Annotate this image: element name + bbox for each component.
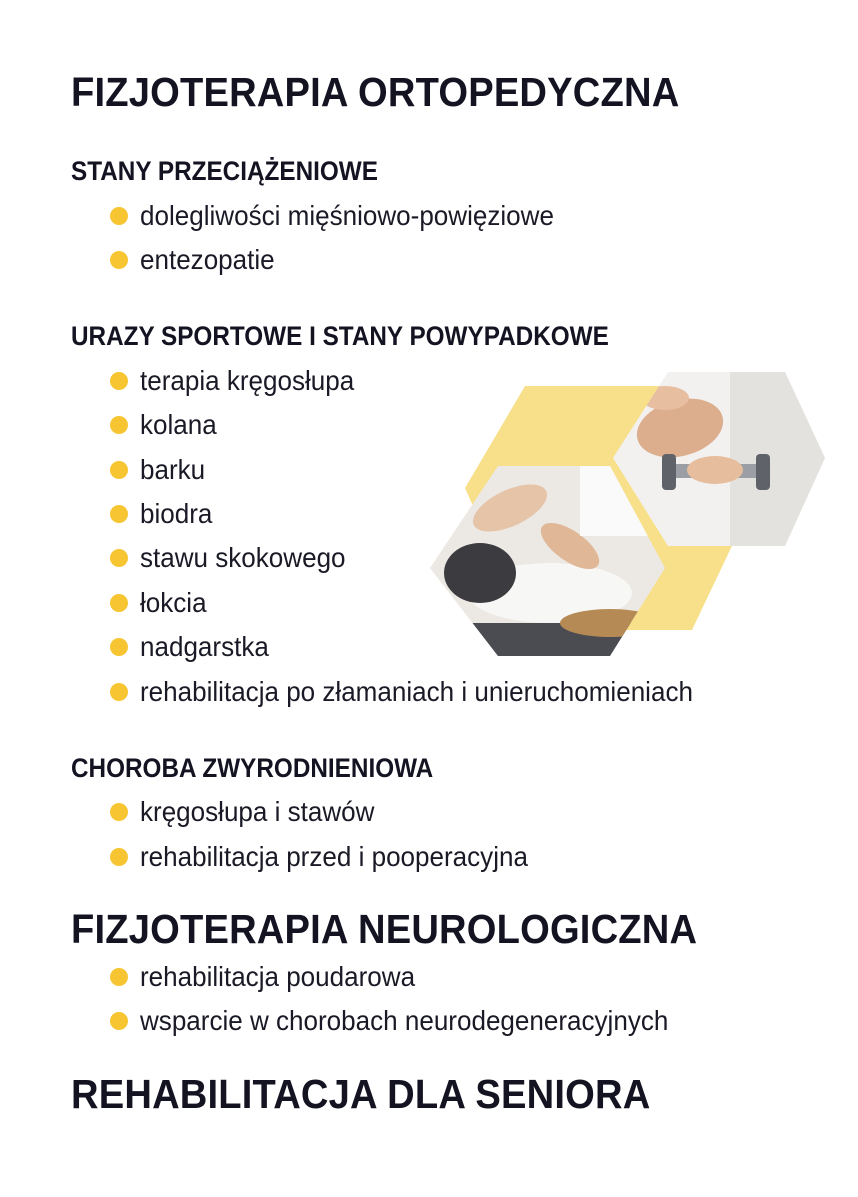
bullet-icon (110, 505, 128, 523)
list-item: barku (110, 455, 210, 485)
bullet-icon (110, 848, 128, 866)
bullet-icon (110, 416, 128, 434)
list-item: wsparcie w chorobach neurodegeneracyjnych (110, 1006, 708, 1036)
neurological-title: FIZJOTERAPIA NEUROLOGICZNA (71, 906, 698, 952)
list-item: biodra (110, 499, 218, 529)
bullet-icon (110, 461, 128, 479)
overload-heading: STANY PRZECIĄŻENIOWE (71, 156, 378, 186)
list-item: stawu skokowego (110, 543, 361, 573)
list-item: kręgosłupa i stawów (110, 797, 392, 827)
orthopedic-title: FIZJOTERAPIA ORTOPEDYCZNA (71, 69, 680, 115)
sports-heading: URAZY SPORTOWE I STANY POWYPADKOWE (71, 321, 609, 351)
list-item: entezopatie (110, 245, 285, 275)
senior-title: REHABILITACJA DLA SENIORA (71, 1071, 651, 1117)
bullet-icon (110, 683, 128, 701)
bullet-icon (110, 549, 128, 567)
list-item: łokcia (110, 588, 212, 618)
list-item: rehabilitacja po złamaniach i unieruchomieniach (110, 677, 735, 707)
hexagon-photo-collage (430, 368, 825, 660)
bullet-icon (110, 372, 128, 390)
bullet-icon (110, 251, 128, 269)
list-item: nadgarstka (110, 632, 279, 662)
bullet-icon (110, 1012, 128, 1030)
bullet-icon (110, 594, 128, 612)
list-item: kolana (110, 410, 223, 440)
list-item: dolegliwości mięśniowo-powięziowe (110, 201, 585, 231)
bullet-icon (110, 207, 128, 225)
list-item: rehabilitacja poudarowa (110, 962, 436, 992)
bullet-icon (110, 638, 128, 656)
list-item: terapia kręgosłupa (110, 366, 370, 396)
bullet-icon (110, 803, 128, 821)
bullet-icon (110, 968, 128, 986)
list-item: rehabilitacja przed i pooperacyjna (110, 842, 557, 872)
degenerative-heading: CHOROBA ZWYRODNIENIOWA (71, 753, 434, 783)
